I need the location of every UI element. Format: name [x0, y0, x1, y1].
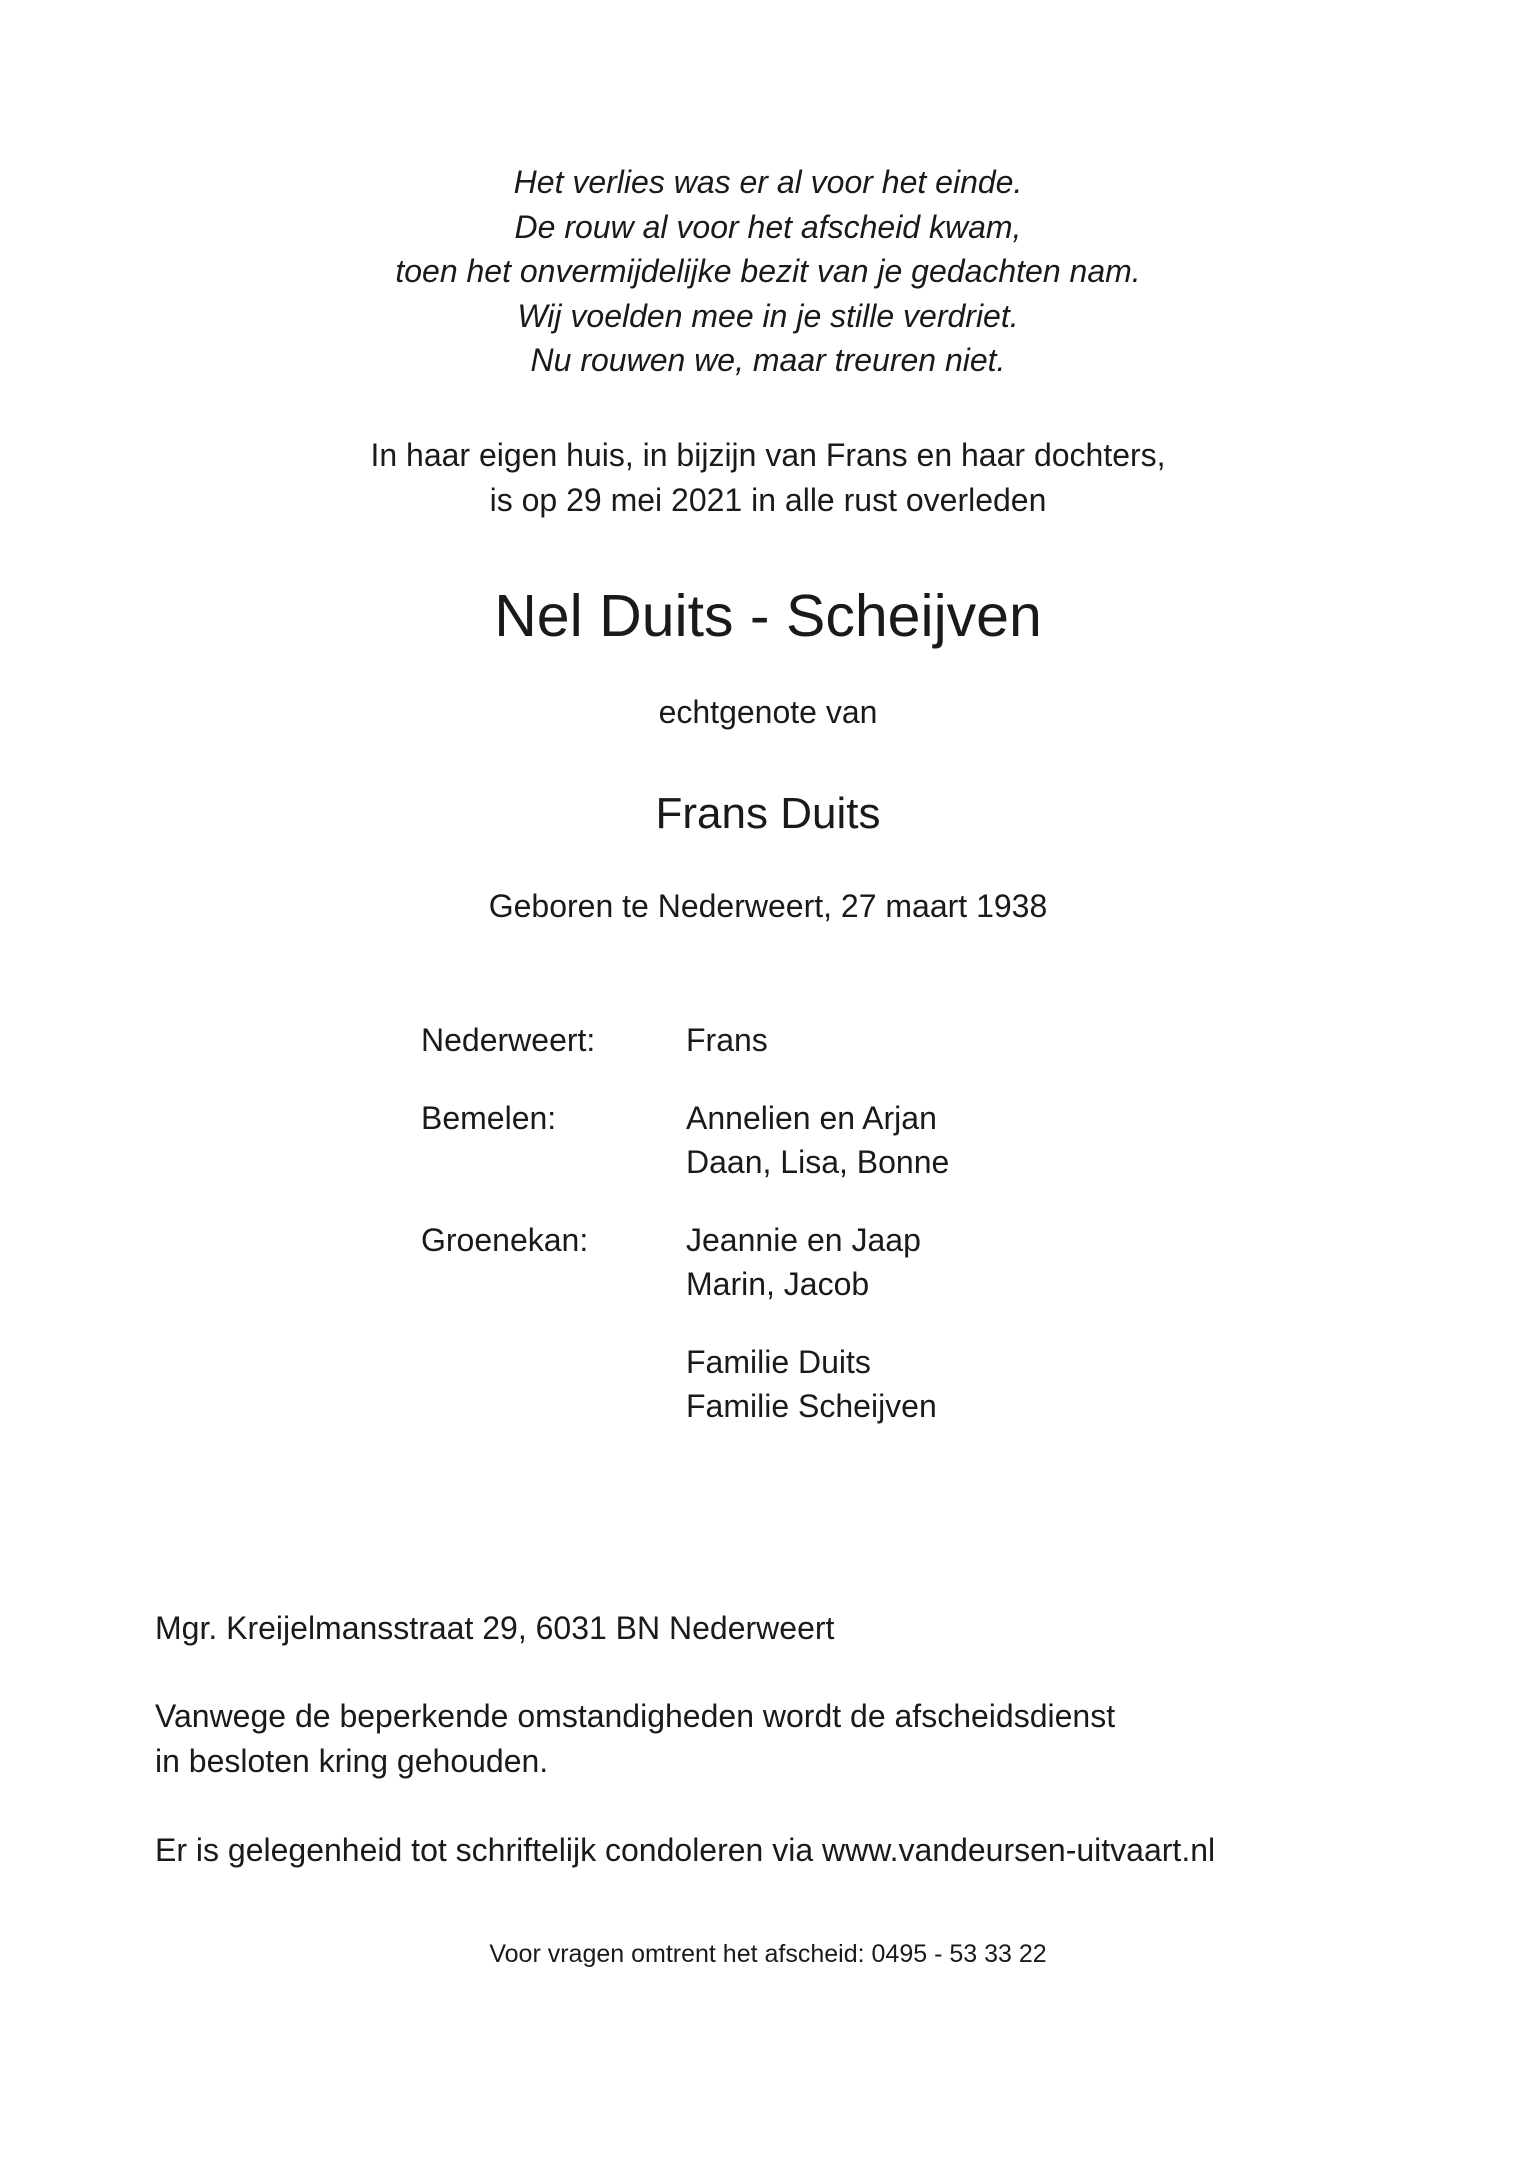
- relatives-names: [686, 1340, 937, 1429]
- relatives-row: [421, 1096, 1121, 1185]
- relative-name: Daan, Lisa, Bonne: [686, 1144, 950, 1180]
- relatives-place: Bemelen:: [421, 1099, 557, 1136]
- poem-line: Nu rouwen we, maar treuren niet.: [530, 342, 1006, 378]
- relatives-row: [421, 1218, 1121, 1307]
- relatives-names: [686, 1218, 921, 1307]
- announcement-intro: [0, 433, 1536, 522]
- relatives-row: [421, 1340, 1121, 1429]
- relative-name: Familie Scheijven: [686, 1388, 937, 1424]
- contact-info: Voor vragen omtrent het afscheid: 0495 - 53 33 22: [489, 1940, 1047, 1968]
- intro-line: In haar eigen huis, in bijzijn van Frans en haar dochters,: [370, 437, 1166, 473]
- poem-line: toen het onvermijdelijke bezit van je gedachten nam.: [395, 253, 1141, 289]
- relative-name: Marin, Jacob: [686, 1266, 870, 1302]
- birth-info: Geboren te Nederweert, 27 maart 1938: [488, 888, 1048, 924]
- relation-label: echtgenote van: [658, 694, 878, 730]
- relatives-names: [686, 1096, 949, 1185]
- relatives-row: [421, 1018, 1121, 1063]
- relative-name: Familie Duits: [686, 1343, 871, 1380]
- service-line: in besloten kring gehouden.: [155, 1743, 549, 1779]
- deceased-name: Nel Duits - Scheijven: [494, 583, 1042, 649]
- spouse-name: Frans Duits: [655, 789, 881, 838]
- home-address: Mgr. Kreijelmansstraat 29, 6031 BN Nederweert: [155, 1610, 835, 1646]
- service-notice: [155, 1694, 1115, 1784]
- poem-line: De rouw al voor het afscheid kwam,: [514, 208, 1022, 245]
- relative-name: Frans: [686, 1022, 768, 1058]
- relatives-place: [421, 1340, 686, 1429]
- relatives-place: Groenekan:: [421, 1221, 589, 1258]
- poem: [0, 160, 1536, 383]
- relatives-place: Nederweert:: [421, 1022, 596, 1058]
- poem-line: Het verlies was er al voor het einde.: [513, 164, 1023, 200]
- relatives-list: [421, 1018, 1121, 1462]
- relative-name: Annelien en Arjan: [686, 1099, 937, 1136]
- relatives-names: [686, 1018, 768, 1063]
- relative-name: Jeannie en Jaap: [686, 1221, 921, 1258]
- service-line: Vanwege de beperkende omstandigheden wordt de afscheidsdienst: [155, 1698, 1116, 1734]
- condolence-notice: Er is gelegenheid tot schriftelijk condoleren via www.vandeursen-uitvaart.nl: [155, 1832, 1216, 1868]
- poem-line: Wij voelden mee in je stille verdriet.: [517, 297, 1019, 334]
- intro-line: is op 29 mei 2021 in alle rust overleden: [489, 481, 1047, 518]
